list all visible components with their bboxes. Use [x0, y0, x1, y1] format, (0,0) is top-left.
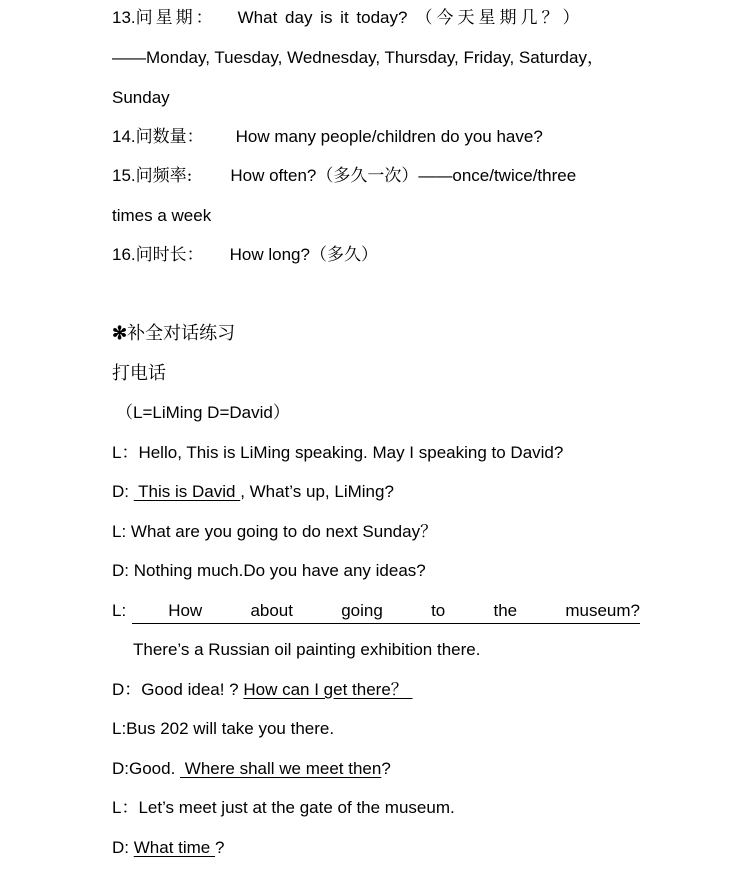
line-question-day [112, 6, 583, 30]
line-weekdays: ——Monday, Tuesday, Wednesday, Thursday, Friday, Saturday， [112, 48, 604, 67]
dialogue-line-11 [112, 836, 224, 860]
blank-word: going [341, 601, 383, 620]
speaker-prefix: D:Good. [112, 759, 181, 778]
line-sunday: Sunday [112, 88, 170, 107]
asterisk-icon: ✻ [112, 323, 128, 344]
dialogue-line-4: D: Nothing much.Do you have any ideas? [112, 561, 426, 580]
speaker-prefix: D: [112, 482, 134, 501]
blank-word: museum? [565, 601, 640, 620]
dialogue-line-2 [112, 480, 394, 504]
item-number: 16. [112, 245, 136, 264]
english-tail: ——once/twice/three [418, 166, 577, 185]
english-phrase: How many people/children do you have? [235, 127, 543, 146]
section-heading [112, 322, 235, 346]
subsection-title: 打电话 [112, 363, 166, 384]
filled-blank: What time [133, 838, 215, 857]
blank-word: the [493, 601, 518, 620]
chinese-gloss: （多久一次） [316, 166, 419, 186]
line-times-week: times a week [112, 206, 212, 225]
item-label: 问星期： [135, 8, 216, 28]
dialogue-line-1: L：Hello, This is LiMing speaking. May I speaking to David? [112, 443, 564, 462]
dialogue-rest: ? [214, 838, 225, 857]
item-label: 问频率: [135, 166, 193, 186]
dialogue-line-3: L: What are you going to do next Sunday？ [112, 522, 438, 541]
item-number: 15. [112, 166, 136, 185]
section-title: 补全对话练习 [127, 323, 236, 344]
item-label: 问时长： [135, 245, 204, 265]
dialogue-line-6: There’s a Russian oil painting exhibition there. [133, 640, 481, 659]
dialogue-line-7 [112, 678, 413, 702]
english-phrase: What day is it today? [237, 8, 408, 27]
filled-blank [132, 599, 640, 624]
english-phrase: How long? [229, 245, 310, 264]
dialogue-rest: , What’s up, LiMing? [240, 482, 394, 501]
line-question-frequency [112, 164, 576, 188]
dialogue-line-5 [112, 599, 640, 624]
item-label: 问数量： [135, 127, 204, 147]
dialogue-rest: ? [381, 759, 391, 778]
english-phrase: How often? [230, 166, 317, 185]
filled-blank: This is David [133, 482, 241, 501]
blank-word: How [168, 601, 203, 620]
item-number: 13. [112, 8, 136, 27]
chinese-gloss: （多久） [309, 245, 378, 265]
blank-word: about [250, 601, 293, 620]
line-question-number [112, 125, 543, 149]
speaker-prefix: L: [112, 601, 127, 620]
blank-word: to [431, 601, 446, 620]
chinese-gloss: （今天星期几？） [415, 8, 584, 28]
filled-blank: Where shall we meet then [180, 759, 382, 778]
dialogue-line-8: L:Bus 202 will take you there. [112, 719, 335, 738]
dialogue-line-9 [112, 757, 391, 781]
speaker-legend: （L=LiMing D=David） [116, 403, 290, 422]
item-number: 14. [112, 127, 136, 146]
dialogue-line-10: L：Let’s meet just at the gate of the museum. [112, 798, 455, 817]
speaker-prefix: D：Good idea! ? [112, 680, 244, 699]
speaker-prefix: D: [112, 838, 134, 857]
filled-blank: How can I get there？ [243, 680, 413, 699]
line-question-duration [112, 243, 378, 267]
